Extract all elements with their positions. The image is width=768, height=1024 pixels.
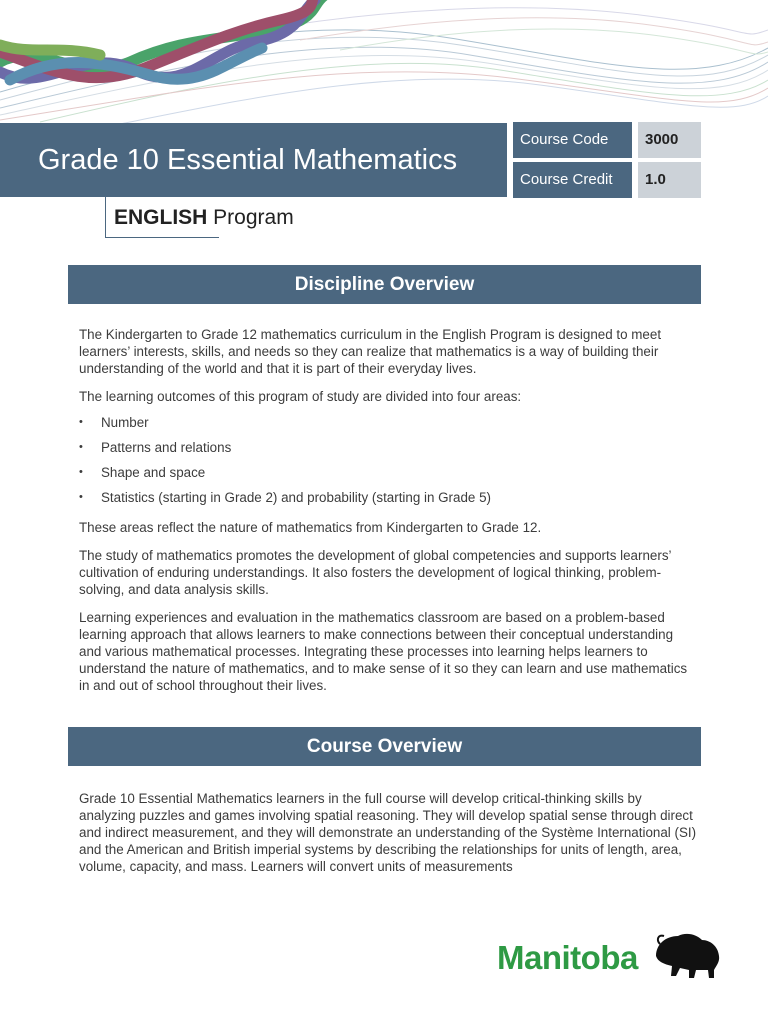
course-paragraph: Grade 10 Essential Mathematics learners in the full course will develop critical-thinking skills by analyzing puzzles and games involving spatial reasoning. They will develop spatial sense through direct and indirect measurement, and they will demonstrate an understanding of the Système International (SI) and the American and British imperial systems by describing the relationships for units of length, area, volume, capacity, and mass. Learners will convert units of measurements (79, 791, 697, 874)
program-label-rest: Program (207, 206, 294, 229)
course-overview-body (79, 790, 697, 886)
list-item: • Statistics (starting in Grade 2) and probability (starting in Grade 5) (79, 485, 697, 510)
course-code-value: 3000 (638, 122, 701, 158)
discipline-overview-heading: Discipline Overview (68, 265, 701, 304)
areas-list (79, 410, 697, 510)
list-item: • Shape and space (79, 460, 697, 485)
discipline-paragraph: These areas reflect the nature of mathematics from Kindergarten to Grade 12. (79, 520, 542, 535)
course-credit-value: 1.0 (638, 162, 701, 198)
header-banner-graphic (0, 0, 768, 125)
manitoba-wordmark: Manitoba (497, 939, 638, 976)
list-item: • Number (79, 410, 697, 435)
discipline-paragraph: Learning experiences and evaluation in the mathematics classroom are based on a problem-based learning approach that allows learners to make connections between their conceptual understanding and various mathematical processes. Integrating these processes into learning helps learners to understand the nature of mathematics, and to make sense of it so they can learn and use mathematics in and out of school throughout their lives. (79, 610, 688, 693)
course-overview-heading: Course Overview (68, 727, 701, 766)
bison-icon (652, 930, 722, 980)
manitoba-logo (497, 930, 725, 982)
course-credit-label: Course Credit (513, 162, 632, 198)
discipline-paragraph: The study of mathematics promotes the development of global competencies and supports learners’ cultivation of enduring understandings. It also fosters the development of logical thinking, problem-solving, and data analysis skills. (79, 548, 671, 597)
discipline-overview-body (79, 326, 697, 705)
program-label-bold: ENGLISH (114, 206, 208, 229)
discipline-paragraph: The learning outcomes of this program of study are divided into four areas: (79, 389, 522, 404)
list-item: • Patterns and relations (79, 435, 697, 460)
course-title: Grade 10 Essential Mathematics (0, 123, 507, 197)
program-label (105, 197, 294, 238)
braid-wave-graphic (0, 0, 768, 125)
course-code-label: Course Code (513, 122, 632, 158)
discipline-paragraph: The Kindergarten to Grade 12 mathematics curriculum in the English Program is designed to meet learners’ interests, skills, and needs so they can realize that mathematics is a way of building their understanding of the world and that it is part of their everyday lives. (79, 327, 662, 376)
